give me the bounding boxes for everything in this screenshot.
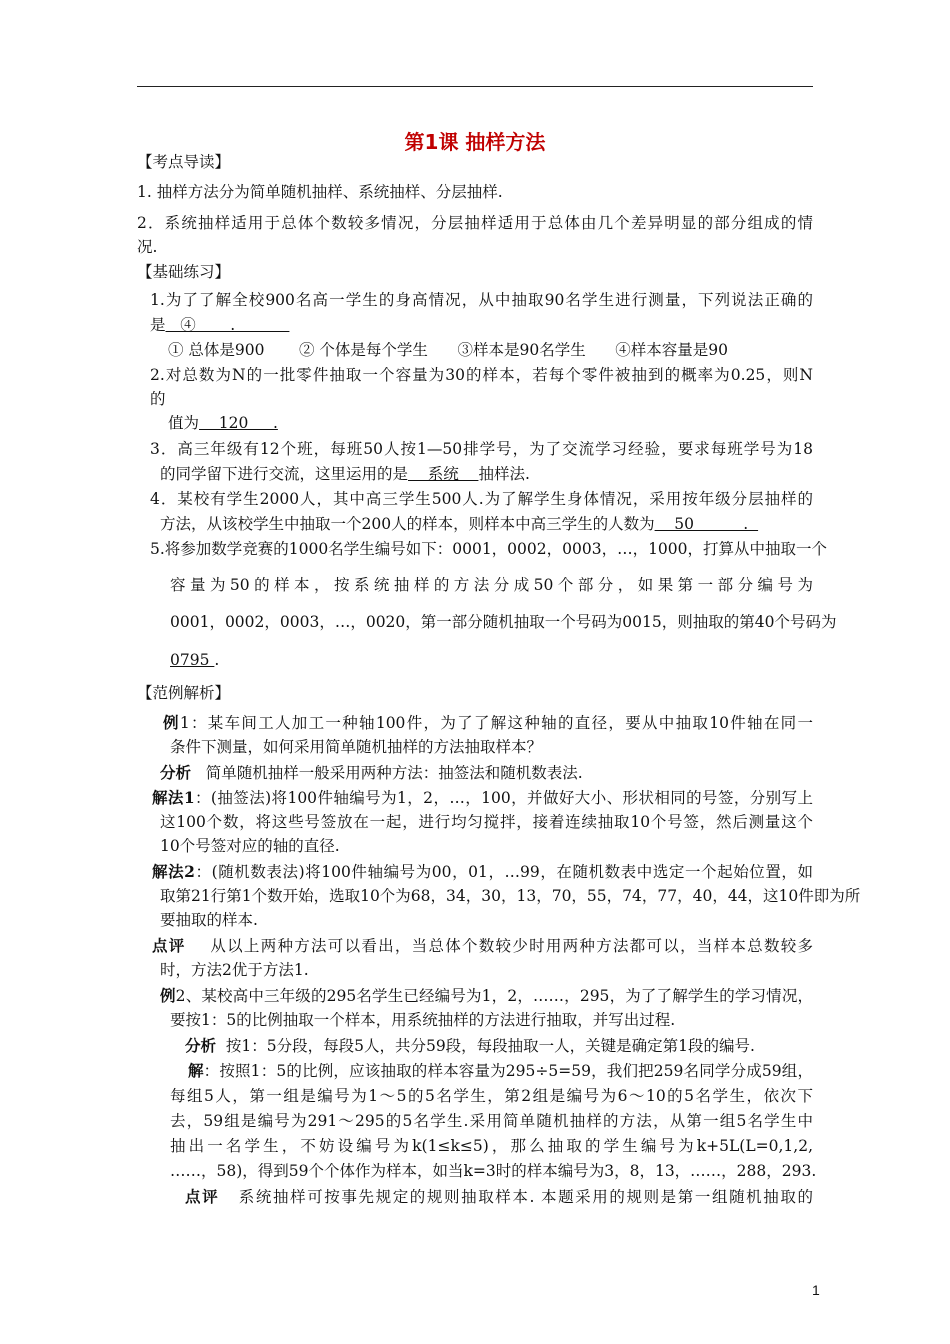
- key-point-2-cont: 况.: [137, 238, 158, 256]
- header-rule: [137, 86, 813, 87]
- analysis-1-text: 简单随机抽样一般采用两种方法：抽签法和随机数表法.: [191, 764, 583, 782]
- solution-ex2-cont-1: 每组5人，第一组是编号为1～5的5名学生，第2组是编号为6～10的5名学生，依次下: [170, 1087, 813, 1105]
- solution-1-text: ：(抽签法)将100件轴编号为1，2，…，100，并做好大小、形状相同的号签，分别写上: [194, 789, 813, 807]
- question-3: 3．高三年级有12个班，每班50人按1—50排学号，为了交流学习经验，要求每班学号为18: [150, 440, 813, 458]
- analysis-1: [160, 763, 583, 783]
- example-2-text: 2、某校高中三年级的295名学生已经编号为1，2，……，295，为了了解学生的学习情况，: [175, 987, 813, 1005]
- comment-1: [152, 936, 813, 956]
- key-point-2: 2．系统抽样适用于总体个数较多情况，分层抽样适用于总体由几个差异明显的部分组成的情: [137, 214, 813, 232]
- section-heading-basic-practice: 【基础练习】: [137, 263, 231, 281]
- solution-ex2-cont-3: 抽出一名学生，不妨设编号为k(1≤k≤5)，那么抽取的学生编号为k+5L(L=0,1,2,: [170, 1137, 813, 1155]
- question-2: 2.对总数为N的一批零件抽取一个容量为30的样本，若每个零件被抽到的概率为0.25，则N: [150, 366, 813, 384]
- question-4: 4．某校有学生2000人，其中高三学生500人.为了解学生身体情况，采用按年级分层抽样的: [150, 490, 813, 508]
- example-2-label: 例: [160, 986, 176, 1005]
- solution-ex2-cont-4: ……，58)，得到59个个体作为样本，如当k=3时的样本编号为3，8，13，……，288，293.: [170, 1162, 817, 1180]
- analysis-2-label: 分析: [185, 1036, 217, 1055]
- comment-2: [185, 1187, 813, 1207]
- example-1: [163, 713, 813, 733]
- question-3-suffix: 抽样法.: [478, 465, 530, 483]
- question-2-cont: 的: [150, 390, 166, 408]
- comment-2-label: 点评: [185, 1187, 220, 1206]
- solution-1-label: 解法1: [152, 788, 195, 807]
- solution-ex2: [188, 1061, 813, 1081]
- question-5-cont-2: 0001，0002，0003，…，0020，第一部分随机抽取一个号码为0015，则抽取的第40个号码为: [170, 613, 837, 631]
- comment-1-text: 从以上两种方法可以看出，当总体个数较少时用两种方法都可以，当样本总数较多: [185, 937, 813, 955]
- solution-2-cont-2: 要抽取的样本.: [160, 911, 258, 929]
- solution-1-cont-1: 这100个数，将这些号签放在一起，进行均匀搅拌，接着连续抽取10个号签，然后测量这个: [160, 813, 813, 831]
- solution-ex2-cont-2: 去，59组是编号为291～295的5名学生.采用简单随机抽样的方法，从第一组5名学生中: [170, 1112, 813, 1130]
- analysis-1-label: 分析: [160, 763, 192, 782]
- question-5: 5.将参加数学竞赛的1000名学生编号如下：0001，0002，0003，…，1000，打算从中抽取一个: [150, 540, 828, 558]
- question-1-answer-line: [150, 315, 289, 335]
- question-4-prefix: 方法，从该校学生中抽取一个200人的样本，则样本中高三学生的人数为: [160, 515, 655, 533]
- question-4-answer: 50 .: [654, 515, 759, 533]
- question-2-prefix: 值为: [168, 414, 200, 432]
- solution-1-cont-2: 10个号签对应的轴的直径.: [160, 837, 340, 855]
- question-5-answer-line: [170, 650, 219, 670]
- question-3-answer-line: [160, 464, 530, 484]
- solution-2-label: 解法2: [152, 862, 195, 881]
- question-1-options: ① 总体是900 ② 个体是每个学生 ③样本是90名学生 ④样本容量是90: [168, 341, 728, 359]
- question-2-answer-line: [168, 413, 278, 433]
- comment-1-cont: 时，方法2优于方法1.: [160, 961, 309, 979]
- solution-ex2-text: ：按照1：5的比例，应该抽取的样本容量为295÷5=59，我们把259名同学分成59组，: [203, 1062, 813, 1080]
- question-1-prefix: 是: [150, 316, 166, 334]
- solution-1: [152, 788, 813, 808]
- page-number: 1: [812, 1282, 820, 1298]
- question-4-answer-line: [160, 514, 758, 534]
- question-1-answer: ④ .: [165, 316, 290, 334]
- question-3-prefix: 的同学留下进行交流，这里运用的是: [160, 465, 409, 483]
- key-point-1: 1. 抽样方法分为简单随机抽样、系统抽样、分层抽样.: [137, 183, 503, 201]
- solution-2-cont-1: 取第21行第1个数开始，选取10个为68，34，30，13，70，55，74，77，40，44，这10件即为所: [160, 887, 861, 905]
- question-3-answer: 系统: [408, 465, 479, 483]
- example-2: [160, 986, 813, 1006]
- question-2-answer: 120 .: [199, 414, 278, 432]
- section-heading-key-points: 【考点导读】: [137, 153, 231, 171]
- section-heading-examples: 【范例解析】: [137, 684, 231, 702]
- solution-2-text: ：(随机数表法)将100件轴编号为00，01，…99，在随机数表中选定一个起始位置，如: [194, 863, 813, 881]
- question-1: 1.为了了解全校900名高一学生的身高情况，从中抽取90名学生进行测量，下列说法正确的: [150, 291, 813, 309]
- comment-1-label: 点评: [152, 936, 186, 955]
- analysis-2: [185, 1036, 755, 1056]
- example-1-cont: 条件下测量，如何采用简单随机抽样的方法抽取样本？: [170, 738, 543, 756]
- comment-2-text: 系统抽样可按事先规定的规则抽取样本. 本题采用的规则是第一组随机抽取的: [219, 1188, 813, 1206]
- solution-ex2-label: 解: [188, 1061, 204, 1080]
- solution-2: [152, 862, 813, 882]
- example-1-text: 1：某车间工人加工一种轴100件，为了了解这种轴的直径，要从中抽取10件轴在同一: [179, 714, 813, 732]
- example-1-label: 例: [163, 713, 180, 732]
- lesson-title: 第1课 抽样方法: [404, 130, 546, 154]
- question-5-suffix: .: [214, 651, 220, 669]
- analysis-2-text: 按1：5分段，每段5人，共分59段，每段抽取一人，关键是确定第1段的编号.: [216, 1037, 755, 1055]
- question-5-cont-1: 容量为50的样本，按系统抽样的方法分成50个部分，如果第一部分编号为: [170, 576, 813, 594]
- question-5-answer: 0795: [170, 651, 215, 669]
- example-2-cont: 要按1：5的比例抽取一个样本，用系统抽样的方法进行抽取，并写出过程.: [170, 1011, 676, 1029]
